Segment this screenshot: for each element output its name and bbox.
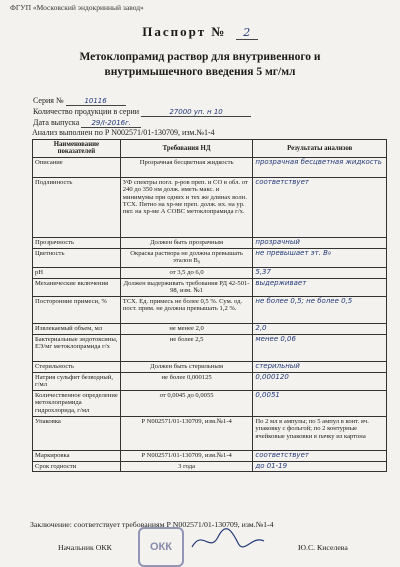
- row-name: Бактериальные эндотоксины, ЕЭ/мг метоклопрамида г/х: [33, 334, 121, 361]
- series-row: [33, 96, 126, 106]
- row-requirement: 3 года: [120, 461, 253, 471]
- signature: [188, 525, 268, 555]
- row-requirement: от 0,0045 до 0,0055: [120, 390, 253, 416]
- date-label: Дата выпуска: [33, 118, 80, 127]
- table-row: [33, 237, 387, 248]
- table-row: [33, 334, 387, 361]
- date-row: [33, 118, 141, 128]
- quantity-label: Количество продукции в серии: [33, 107, 140, 116]
- header-results: Результаты анализов: [253, 140, 387, 158]
- passport-title: [0, 24, 400, 40]
- row-name: pH: [33, 267, 121, 278]
- organization-name: ФГУП «Московский эндокринный завод»: [10, 3, 144, 12]
- row-requirement: Прозрачная бесцветная жидкость: [120, 157, 253, 177]
- row-requirement: от 3,5 до 6,0: [120, 267, 253, 278]
- row-result: 5,37: [253, 267, 387, 278]
- row-requirement: Р N002571/01-130709, изм.№1-4: [120, 450, 253, 461]
- row-requirement: Должен быть стерильным: [120, 361, 253, 372]
- series-label: Серия №: [33, 96, 64, 105]
- table-row: [33, 296, 387, 323]
- table-row: [33, 267, 387, 278]
- table-row: [33, 361, 387, 372]
- table-row: [33, 177, 387, 237]
- row-result: По 2 мл в ампулы; по 5 ампул в конт. яч. упаковку с фольгой; по 2 контурные ячейковые упаковки в пачку из картона: [253, 416, 387, 450]
- row-name: Посторонние примеси, %: [33, 296, 121, 323]
- row-name: Срок годности: [33, 461, 121, 471]
- stamp-text: ОКК: [150, 541, 172, 553]
- row-result: 2,0: [253, 323, 387, 334]
- header-requirements: Требования НД: [120, 140, 253, 158]
- qc-stamp: [138, 527, 184, 567]
- analysis-basis: Анализ выполнен по Р N002571/01-130709, изм.№1-4: [32, 128, 215, 137]
- product-name-line1: Метоклопрамид раствор для внутривенного и: [79, 51, 321, 63]
- row-name: Цветность: [33, 248, 121, 267]
- row-result: 0,000120: [253, 372, 387, 390]
- row-requirement: Должен быть прозрачным: [120, 237, 253, 248]
- row-requirement: не более 0,000125: [120, 372, 253, 390]
- quantity-row: [33, 107, 251, 117]
- table-row: [33, 372, 387, 390]
- head-of-qc-name: Ю.С. Киселева: [298, 543, 348, 552]
- row-name: Упаковка: [33, 416, 121, 450]
- product-name-line2: внутримышечного введения 5 мг/мл: [104, 66, 296, 78]
- row-name: Механические включения: [33, 278, 121, 296]
- row-requirement: УФ спектры погл. р-ров преп. и СО в обл. от 240 до 350 нм долж. иметь макс. и минимумы при одних и тех же длинах волн. ТСХ. Пятно на хр-ме преп. долж. их. на ур. пкт. на хр-ме А СОВС метоклопрамида г/х.: [120, 177, 253, 237]
- row-result: прозрачный: [253, 237, 387, 248]
- row-result: выдерживает: [253, 278, 387, 296]
- row-result: 0,0051: [253, 390, 387, 416]
- row-result: стерильный: [253, 361, 387, 372]
- date-value: 29/I-2016г.: [81, 119, 141, 128]
- passport-number: 2: [236, 26, 258, 40]
- row-name: Подлинность: [33, 177, 121, 237]
- row-result: соответствует: [253, 450, 387, 461]
- table-row: [33, 390, 387, 416]
- row-requirement: Должен выдерживать требования РД 42-501-98, изм. №1: [120, 278, 253, 296]
- row-result: не более 0,5; не более 0,5: [253, 296, 387, 323]
- row-name: Количественное определение метоклопрамида гидрохлорида, г/мл: [33, 390, 121, 416]
- table-row: [33, 248, 387, 267]
- row-requirement: Р N002571/01-130709, изм.№1-4: [120, 416, 253, 450]
- row-requirement: не более 2,5: [120, 334, 253, 361]
- quantity-value: 27000 уп. н 10: [141, 108, 251, 117]
- table-header-row: [33, 140, 387, 158]
- row-result: не превышает эт. B₉: [253, 248, 387, 267]
- row-name: Прозрачность: [33, 237, 121, 248]
- row-name: Стерильность: [33, 361, 121, 372]
- row-result: прозрачная бесцветная жидкость: [253, 157, 387, 177]
- row-requirement: ТСХ. Ед. примесь не более 0,5 %. Сум. од. пост. прим. не должна превышать 1,2 %.: [120, 296, 253, 323]
- row-requirement: Окраска раствора не должна превышать эталон B₉: [120, 248, 253, 267]
- table-row: [33, 157, 387, 177]
- head-of-qc-label: Начальник ОКК: [58, 543, 112, 552]
- table-row: [33, 450, 387, 461]
- series-value: 10116: [66, 97, 126, 106]
- row-name: Описание: [33, 157, 121, 177]
- passport-title-text: Паспорт №: [142, 24, 227, 39]
- analysis-table: [32, 139, 387, 472]
- table-row: [33, 278, 387, 296]
- row-result: менее 0,06: [253, 334, 387, 361]
- row-name: Маркировка: [33, 450, 121, 461]
- table-row: [33, 416, 387, 450]
- table-row: [33, 323, 387, 334]
- conclusion: Заключение: соответствует требованиям Р N002571/01-130709, изм.№1-4: [30, 520, 274, 529]
- table-row: [33, 461, 387, 471]
- row-result: соответствует: [253, 177, 387, 237]
- row-result: до 01-19: [253, 461, 387, 471]
- row-name: Извлекаемый объем, мл: [33, 323, 121, 334]
- row-name: Натрия сульфит безводный, г/мл: [33, 372, 121, 390]
- product-name: [0, 50, 400, 80]
- row-requirement: не менее 2,0: [120, 323, 253, 334]
- header-indicator: Наименование показателей: [33, 140, 121, 158]
